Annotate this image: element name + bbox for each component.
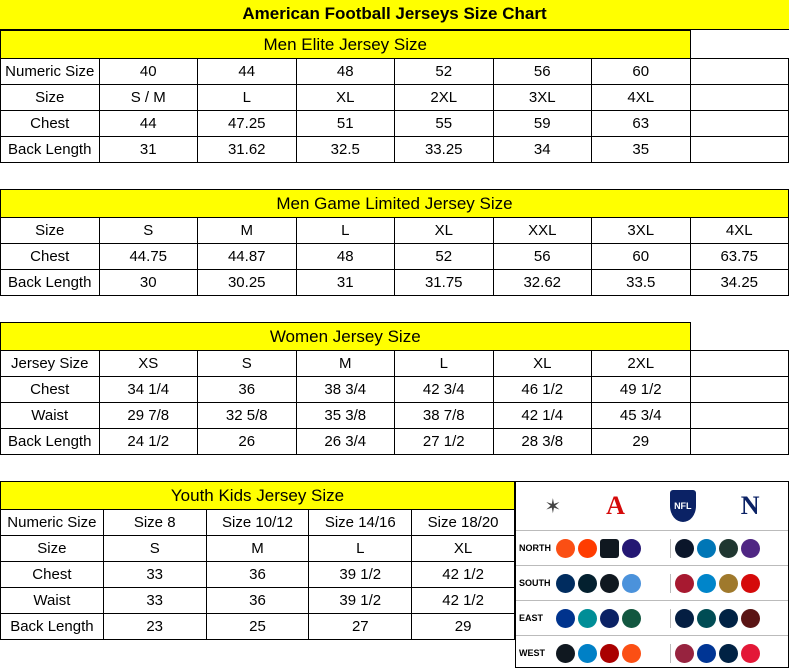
- cell: L: [309, 536, 412, 562]
- falcons-logo: [675, 574, 694, 593]
- chiefs-logo: [741, 644, 760, 663]
- page-title: American Football Jerseys Size Chart: [0, 0, 789, 30]
- division-row-north: [516, 530, 788, 565]
- row-label: Chest: [1, 377, 100, 403]
- section-heading-women: Women Jersey Size: [1, 323, 691, 351]
- table-row: [1, 403, 789, 429]
- cell: 32.62: [493, 270, 592, 296]
- cell: 30.25: [198, 270, 297, 296]
- cell: 25: [206, 614, 309, 640]
- cell: 34 1/4: [99, 377, 198, 403]
- cell: 31: [99, 137, 198, 163]
- cell: 29 7/8: [99, 403, 198, 429]
- row-label: Numeric Size: [1, 510, 104, 536]
- row-label: Chest: [1, 244, 100, 270]
- patriots-logo: [719, 609, 738, 628]
- pro-bowl-star-icon: ✶: [544, 495, 562, 518]
- lions-logo: [697, 539, 716, 558]
- cell: XL: [296, 85, 395, 111]
- cell: 38 3/4: [296, 377, 395, 403]
- packers-logo: [719, 539, 738, 558]
- browns-logo: [578, 539, 597, 558]
- cell: L: [198, 85, 297, 111]
- cell: 47.25: [198, 111, 297, 137]
- section-heading-youth: Youth Kids Jersey Size: [1, 482, 515, 510]
- row-label: Jersey Size: [1, 351, 100, 377]
- cell-empty: [690, 429, 789, 455]
- league-logos-row: [516, 482, 788, 530]
- cell: 35 3/8: [296, 403, 395, 429]
- section-heading-row: [1, 482, 515, 510]
- table-row: [1, 218, 789, 244]
- cell: 33: [103, 562, 206, 588]
- cell: L: [296, 218, 395, 244]
- raiders-logo: [556, 644, 575, 663]
- cell: 51: [296, 111, 395, 137]
- table-row: [1, 244, 789, 270]
- cell: 3XL: [493, 85, 592, 111]
- cell: 2XL: [592, 351, 691, 377]
- cell: 40: [99, 59, 198, 85]
- cell: 42 1/2: [412, 588, 515, 614]
- table-row: [1, 536, 515, 562]
- cell: 27 1/2: [395, 429, 494, 455]
- division-row-west: [516, 635, 788, 670]
- cell: Size 8: [103, 510, 206, 536]
- cell: 31.62: [198, 137, 297, 163]
- section-heading-row: [1, 323, 789, 351]
- cell: 29: [412, 614, 515, 640]
- cell-empty: [690, 59, 789, 85]
- cell: 55: [395, 111, 494, 137]
- division-row-east: [516, 600, 788, 635]
- row-label: Back Length: [1, 137, 100, 163]
- cell: 48: [296, 244, 395, 270]
- row-label: Back Length: [1, 429, 100, 455]
- nfc-south-teams: [670, 574, 789, 593]
- nfc-north-teams: [670, 539, 789, 558]
- cell: 59: [493, 111, 592, 137]
- cell: 4XL: [592, 85, 691, 111]
- bears-logo: [675, 539, 694, 558]
- cell: 27: [309, 614, 412, 640]
- titans-logo: [622, 574, 641, 593]
- row-label: Waist: [1, 403, 100, 429]
- cell: 31: [296, 270, 395, 296]
- row-label: Size: [1, 218, 100, 244]
- broncos-logo: [622, 644, 641, 663]
- cell: S: [103, 536, 206, 562]
- cell: 63: [592, 111, 691, 137]
- afc-east-teams: [556, 609, 670, 628]
- division-label: WEST: [519, 648, 545, 658]
- row-label: Numeric Size: [1, 59, 100, 85]
- row-label: Size: [1, 536, 104, 562]
- division-rows: [516, 530, 788, 670]
- jaguars-logo: [719, 574, 738, 593]
- cell: 33.5: [592, 270, 691, 296]
- cell: 28 3/8: [493, 429, 592, 455]
- cell: 63.75: [690, 244, 789, 270]
- table-row: [1, 270, 789, 296]
- seahawks-logo: [719, 644, 738, 663]
- cell: 46 1/2: [493, 377, 592, 403]
- cell: 23: [103, 614, 206, 640]
- panthers-logo: [697, 574, 716, 593]
- cell: 42 3/4: [395, 377, 494, 403]
- bills-logo: [556, 609, 575, 628]
- cell: 34.25: [690, 270, 789, 296]
- 49ers-logo: [600, 644, 619, 663]
- colts-logo: [556, 574, 575, 593]
- bengals-logo: [556, 539, 575, 558]
- commanders-logo: [741, 609, 760, 628]
- row-label: Chest: [1, 111, 100, 137]
- division-label: SOUTH: [519, 578, 551, 588]
- cell: S / M: [99, 85, 198, 111]
- ravens-logo: [622, 539, 641, 558]
- eagles-logo: [697, 609, 716, 628]
- row-label: Back Length: [1, 614, 104, 640]
- cell: Size 10/12: [206, 510, 309, 536]
- giants-logo: [600, 609, 619, 628]
- cell-empty: [690, 403, 789, 429]
- rams-logo: [697, 644, 716, 663]
- cell: 2XL: [395, 85, 494, 111]
- cell: 26: [198, 429, 297, 455]
- cell: 60: [592, 59, 691, 85]
- cell: 45 3/4: [592, 403, 691, 429]
- table-row: [1, 59, 789, 85]
- row-label: Back Length: [1, 270, 100, 296]
- youth-kids-table: [0, 481, 515, 640]
- table-row: [1, 614, 515, 640]
- cell-empty: [690, 137, 789, 163]
- spacer-row: [1, 455, 789, 482]
- afc-logo-icon: A: [606, 491, 625, 520]
- cell: XL: [493, 351, 592, 377]
- spacer-row: [1, 296, 789, 323]
- steelers-logo: [600, 539, 619, 558]
- cell: 44.75: [99, 244, 198, 270]
- section-heading-row: [1, 190, 789, 218]
- division-label: NORTH: [519, 543, 551, 553]
- vikings-logo: [741, 539, 760, 558]
- cell: Size 14/16: [309, 510, 412, 536]
- cell: 30: [99, 270, 198, 296]
- afc-north-teams: [556, 539, 670, 558]
- cell: 60: [592, 244, 691, 270]
- cell: 36: [206, 562, 309, 588]
- cell: 39 1/2: [309, 562, 412, 588]
- cell: 31.75: [395, 270, 494, 296]
- cell: 52: [395, 244, 494, 270]
- cell: 4XL: [690, 218, 789, 244]
- cell: 39 1/2: [309, 588, 412, 614]
- cardinals-logo: [675, 644, 694, 663]
- cell: 36: [206, 588, 309, 614]
- cell: 48: [296, 59, 395, 85]
- cell: Size 18/20: [412, 510, 515, 536]
- table-row: [1, 510, 515, 536]
- table-row: [1, 562, 515, 588]
- cell: XXL: [493, 218, 592, 244]
- dolphins-logo: [578, 609, 597, 628]
- cell: 36: [198, 377, 297, 403]
- nfc-east-teams: [670, 609, 789, 628]
- men-elite-table: [0, 30, 789, 189]
- cell: M: [198, 218, 297, 244]
- cell: 49 1/2: [592, 377, 691, 403]
- cell: 42 1/2: [412, 562, 515, 588]
- nfc-logo-icon: N: [740, 491, 760, 520]
- nfl-shield-icon: NFL: [670, 490, 696, 522]
- division-row-south: [516, 565, 788, 600]
- cell: M: [206, 536, 309, 562]
- section-heading-men-game-limited: Men Game Limited Jersey Size: [1, 190, 789, 218]
- section-heading-row: [1, 31, 789, 59]
- row-label: Chest: [1, 562, 104, 588]
- cell: S: [99, 218, 198, 244]
- cell: 42 1/4: [493, 403, 592, 429]
- cell-empty: [690, 85, 789, 111]
- cell: XS: [99, 351, 198, 377]
- cell: S: [198, 351, 297, 377]
- spacer-row: [1, 163, 789, 190]
- cell: L: [395, 351, 494, 377]
- table-row: [1, 85, 789, 111]
- texans-logo: [578, 574, 597, 593]
- cell: 38 7/8: [395, 403, 494, 429]
- cell: 32.5: [296, 137, 395, 163]
- cell: 44.87: [198, 244, 297, 270]
- division-label: EAST: [519, 613, 544, 623]
- cell: 29: [592, 429, 691, 455]
- afc-south-teams: [556, 574, 670, 593]
- cell: XL: [412, 536, 515, 562]
- table-row: [1, 351, 789, 377]
- cell: 26 3/4: [296, 429, 395, 455]
- youth-and-logos: [0, 481, 789, 658]
- afc-west-teams: [556, 644, 670, 663]
- nfl-teams-logo-panel: [515, 481, 789, 668]
- cell: 56: [493, 244, 592, 270]
- cell: 33: [103, 588, 206, 614]
- cell-empty: [690, 111, 789, 137]
- cell: 44: [198, 59, 297, 85]
- cell-empty: [690, 377, 789, 403]
- cell: 44: [99, 111, 198, 137]
- cell: 3XL: [592, 218, 691, 244]
- chargers-logo: [578, 644, 597, 663]
- cell: 35: [592, 137, 691, 163]
- table-row: [1, 137, 789, 163]
- nfc-west-teams: [670, 644, 789, 663]
- cell: XL: [395, 218, 494, 244]
- men-game-limited-table: [0, 189, 789, 322]
- cell: 33.25: [395, 137, 494, 163]
- cell: 52: [395, 59, 494, 85]
- cell: 56: [493, 59, 592, 85]
- jets-logo: [622, 609, 641, 628]
- table-row: [1, 588, 515, 614]
- buccaneers-logo: [741, 574, 760, 593]
- cell: 32 5/8: [198, 403, 297, 429]
- saints-logo: [600, 574, 619, 593]
- cell: 24 1/2: [99, 429, 198, 455]
- cell: 34: [493, 137, 592, 163]
- section-heading-men-elite: Men Elite Jersey Size: [1, 31, 691, 59]
- row-label: Size: [1, 85, 100, 111]
- table-row: [1, 429, 789, 455]
- table-row: [1, 111, 789, 137]
- table-row: [1, 377, 789, 403]
- cell-empty: [690, 351, 789, 377]
- cowboys-logo: [675, 609, 694, 628]
- women-jersey-table: [0, 322, 789, 481]
- row-label: Waist: [1, 588, 104, 614]
- cell: M: [296, 351, 395, 377]
